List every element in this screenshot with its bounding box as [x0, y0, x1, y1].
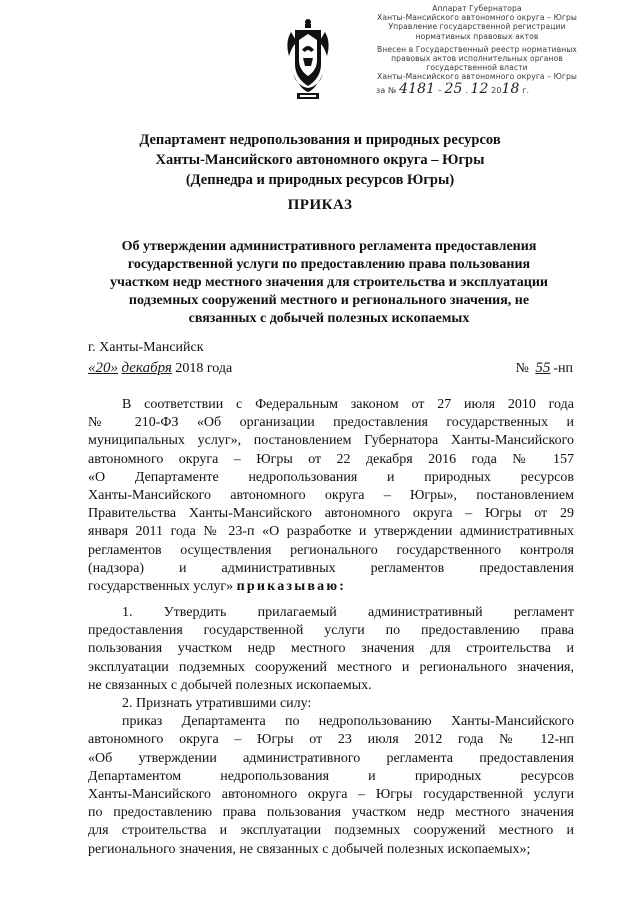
text-line: Ханты-Мансийского автономного округа – Югры государственной услуги: [88, 787, 574, 803]
item-2-heading: 2. Признать утратившими силу:: [122, 696, 312, 711]
stamp-line: Управление государственной регистрации: [388, 22, 566, 32]
text-line: не связанных с добычей полезных ископаемых.: [88, 677, 372, 693]
subject-line: Об утверждении административного регламента предоставления: [121, 239, 537, 254]
text-line: по предоставлению права пользования участком недр местного значения: [88, 805, 574, 821]
text-line: автономного округа – Югры от 22 декабря 2016 года № 157: [88, 451, 574, 467]
reg-prefix: за №: [376, 85, 397, 95]
text-line: для строительства и эксплуатации подземных сооружений местного и: [88, 823, 574, 839]
order-subject: [104, 238, 554, 328]
dept-line: (Депнедра и природных ресурсов Югры): [185, 172, 455, 188]
dept-line: Департамент недропользования и природных ресурсов: [139, 132, 501, 148]
text-line: № 210-ФЗ «Об организации предоставления государственных и: [88, 415, 574, 431]
text-line: эксплуатации подземных сооружений местного и регионального значения,: [88, 659, 574, 675]
date-day: «20»: [88, 360, 118, 376]
text-line-order: [88, 578, 574, 596]
reg-number: 4181: [399, 80, 436, 97]
subject-line: участком недр местного значения для строительства и эксплуатации: [110, 275, 548, 290]
number-suffix: -нп: [553, 361, 573, 376]
reg-year-suffix: г.: [522, 85, 530, 95]
text-line: регионального значения, не связанных с добычей полезных ископаемых»;: [88, 841, 531, 857]
reg-day: 25: [444, 80, 463, 97]
order-word: приказываю: [236, 579, 340, 595]
order-number: [515, 360, 573, 377]
stamp-line: государственной власти: [426, 63, 528, 73]
reg-year-prefix: 20: [491, 85, 502, 95]
reg-year: 18: [501, 80, 520, 97]
city: г. Ханты-Мансийск: [88, 340, 204, 355]
stamp-line: Внесен в Государственный реестр нормативных: [376, 44, 578, 54]
registration-number-line: за № 4181 – 25 . 12 2018 г.: [376, 80, 530, 97]
text-line: предоставления государственной услуги по предоставлению права: [88, 623, 574, 639]
stamp-line: нормативных правовых актов: [415, 31, 539, 41]
last-line-text: государственных услуг»: [88, 579, 234, 595]
stamp-line: Ханты-Мансийского автономного округа – Югры: [377, 13, 577, 23]
order-colon: :: [339, 579, 344, 595]
text-line: муниципальных услуг», постановлением Губернатора Ханты-Мансийского: [88, 433, 574, 449]
text-line: автономного округа – Югры от 23 июля 2012 года № 12-нп: [88, 732, 574, 748]
text-line: В соответствии с Федеральным законом от 27 июля 2010 года: [122, 397, 574, 412]
text-line: пользования участком недр местного значения для строительства и: [88, 641, 574, 657]
number-prefix: №: [515, 361, 529, 376]
text-line: января 2011 года № 23-п «О разработке и утверждении административных: [88, 524, 574, 540]
subject-line: связанных с добычей полезных ископаемых: [188, 311, 470, 326]
text-line: 1. Утвердить прилагаемый административный регламент: [122, 605, 574, 620]
text-line: приказ Департамента по недропользованию Ханты-Мансийского: [122, 714, 574, 730]
preamble-paragraph: [88, 396, 574, 596]
text-line: (надзора) и административных регламентов предоставления: [88, 560, 574, 576]
order-date: [88, 360, 232, 377]
stamp-line: Аппарат Губернатора: [432, 4, 522, 13]
reg-month: 12: [470, 80, 489, 97]
document-type-title: ПРИКАЗ: [287, 197, 353, 213]
dept-line: Ханты-Мансийского автономного округа – Югры: [155, 152, 485, 168]
coat-of-arms-emblem: [283, 16, 333, 100]
subject-line: государственной услуги по предоставлению права пользования: [127, 257, 531, 272]
text-line: Ханты-Мансийского автономного округа – Югры», постановлением: [88, 488, 574, 504]
number-value: 55: [535, 360, 551, 376]
text-line: Правительства Ханты-Мансийского автономного округа – Югры от 29: [88, 506, 574, 522]
text-line: «Об утверждении административного регламента предоставления: [88, 750, 574, 766]
department-header: [0, 130, 640, 190]
text-line: «О Департаменте недропользования и природных ресурсов: [88, 469, 574, 485]
item-2-paragraph: [88, 695, 574, 859]
subject-line: подземных сооружений местного и регионального значения, не: [128, 293, 530, 308]
stamp-line: правовых актов исполнительных органов: [391, 54, 563, 64]
date-year: 2018 года: [175, 361, 233, 376]
item-1-paragraph: [88, 604, 574, 695]
text-line: Департаментом недропользования и природных ресурсов: [88, 768, 574, 784]
text-line: регламентов осуществления регионального государственного контроля: [88, 542, 574, 558]
stamp-line: Ханты-Мансийского автономного округа – Югры: [377, 72, 577, 82]
date-month: декабря: [121, 360, 172, 376]
registration-stamp: [366, 4, 588, 122]
